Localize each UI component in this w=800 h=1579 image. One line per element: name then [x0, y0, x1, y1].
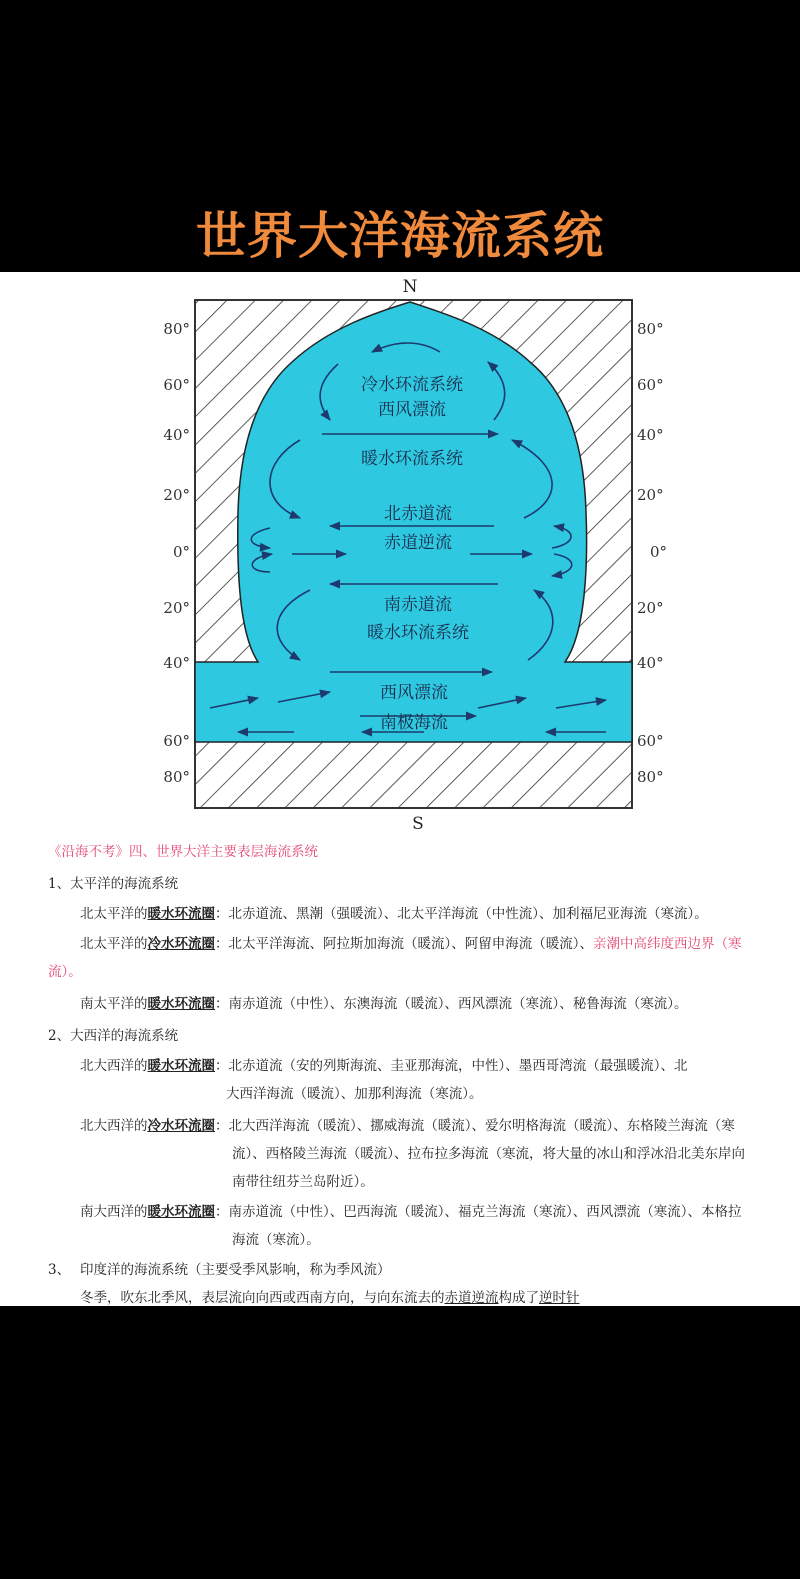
- lat-right-60s: 60°: [637, 732, 664, 750]
- notes-heading: 《沿海不考》四、世界大洋主要表层海流系统: [48, 844, 318, 860]
- na-cold-line: [80, 1114, 735, 1134]
- lat-right-80s: 80°: [637, 768, 664, 786]
- lat-left-60n: 60°: [163, 376, 190, 394]
- np-warm-text: ：北赤道流、黑潮（强暖流）、北太平洋海流（中性流）、加利福尼亚海流（寒流）。: [215, 906, 708, 922]
- label-cold-gyre: 冷水环流系统: [361, 375, 463, 395]
- na-warm-line: [80, 1054, 688, 1074]
- np-warm-line: [80, 902, 708, 922]
- lat-left-20n: 20°: [163, 486, 190, 504]
- lat-left-60s: 60°: [163, 732, 190, 750]
- sa-warm-prefix: 南大西洋的: [80, 1204, 148, 1220]
- sa-warm-line: [80, 1200, 742, 1220]
- label-antarctic: 南极海流: [380, 713, 448, 733]
- na-cold-prefix: 北大西洋的: [80, 1118, 148, 1134]
- na-cold-text: ：北大西洋海流（暖流）、挪威海流（暖流）、爱尔明格海流（暖流）、东格陵兰海流（寒: [215, 1118, 735, 1134]
- sa-warm-line2: 海流（寒流）。: [232, 1232, 320, 1248]
- np-cold-line: [80, 932, 742, 952]
- np-cold-red: 亲潮中高纬度西边界（寒: [593, 936, 742, 952]
- lat-left-80s: 80°: [163, 768, 190, 786]
- lat-right-40s: 40°: [637, 654, 664, 672]
- label-warm-gyre-s: 暖水环流系统: [367, 623, 469, 643]
- sp-warm-prefix: 南太平洋的: [80, 996, 148, 1012]
- na-cold-line2: 流）、西格陵兰海流（暖流）、拉布拉多海流（寒流，将大量的冰山和浮冰沿北美东岸向: [232, 1146, 745, 1162]
- na-warm-prefix: 北大西洋的: [80, 1058, 148, 1074]
- winter-text: 冬季，吹东北季风，表层流向向西或西南方向，与向东流去的: [80, 1290, 445, 1306]
- ocean-current-diagram: [0, 272, 800, 832]
- lat-left-40s: 40°: [163, 654, 190, 672]
- winter-u2: 逆时针: [539, 1290, 580, 1306]
- na-cold-key: 冷水环流圈: [147, 1118, 215, 1134]
- lat-left-20s: 20°: [163, 599, 190, 617]
- np-cold-text: ：北太平洋海流、阿拉斯加海流（暖流）、阿留申海流（暖流）、: [215, 936, 593, 952]
- label-south-equatorial: 南赤道流: [384, 595, 452, 615]
- sp-warm-line: [80, 992, 688, 1012]
- section-indian-num: 3、: [48, 1262, 71, 1278]
- label-westerly-s: 西风漂流: [380, 683, 448, 703]
- lat-right-20n: 20°: [637, 486, 664, 504]
- lat-left-40n: 40°: [163, 426, 190, 444]
- np-warm-prefix: 北太平洋的: [80, 906, 148, 922]
- na-cold-line3: 南带往纽芬兰岛附近）。: [232, 1174, 374, 1190]
- content-panel: [0, 272, 800, 1306]
- sa-warm-key: 暖水环流圈: [147, 1204, 215, 1220]
- section-indian: 印度洋的海流系统（主要受季风影响，称为季风流）: [80, 1262, 391, 1278]
- sp-warm-text: ：南赤道流（中性）、东澳海流（暖流）、西风漂流（寒流）、秘鲁海流（寒流）。: [215, 996, 688, 1012]
- label-warm-gyre-n: 暖水环流系统: [361, 449, 463, 469]
- section-pacific: 1、太平洋的海流系统: [48, 876, 179, 892]
- np-cold-key: 冷水环流圈: [147, 936, 215, 952]
- np-warm-key: 暖水环流圈: [147, 906, 215, 922]
- lat-right-20s: 20°: [637, 599, 664, 617]
- lat-right-60n: 60°: [637, 376, 664, 394]
- sp-warm-key: 暖水环流圈: [147, 996, 215, 1012]
- north-label: N: [402, 277, 418, 297]
- sa-warm-text: ：南赤道流（中性）、巴西海流（暖流）、福克兰海流（寒流）、西风漂流（寒流）、本格拉: [215, 1204, 742, 1220]
- lat-left-80n: 80°: [163, 320, 190, 338]
- south-label: S: [412, 814, 424, 832]
- na-warm-text: ：北赤道流（安的列斯海流、圭亚那海流，中性）、墨西哥湾流（最强暖流）、北: [215, 1058, 688, 1074]
- label-westerly-n: 西风漂流: [378, 400, 446, 420]
- page-title: 世界大洋海流系统: [196, 207, 604, 265]
- label-counter: 赤道逆流: [384, 533, 452, 553]
- lat-right-0: 0°: [650, 543, 668, 561]
- na-warm-key: 暖水环流圈: [147, 1058, 215, 1074]
- lat-left-0: 0°: [172, 543, 190, 561]
- lat-right-40n: 40°: [637, 426, 664, 444]
- lat-right-80n: 80°: [637, 320, 664, 338]
- winter-line: [80, 1286, 580, 1306]
- label-north-equatorial: 北赤道流: [384, 504, 452, 524]
- na-warm-line2: 大西洋海流（暖流）、加那利海流（寒流）。: [226, 1086, 483, 1102]
- section-atlantic: 2、大西洋的海流系统: [48, 1028, 179, 1044]
- np-cold-prefix: 北太平洋的: [80, 936, 148, 952]
- winter-mid: 构成了: [498, 1290, 539, 1306]
- np-cold-red-cont: 流）。: [48, 964, 82, 980]
- winter-u1: 赤道逆流: [444, 1290, 499, 1306]
